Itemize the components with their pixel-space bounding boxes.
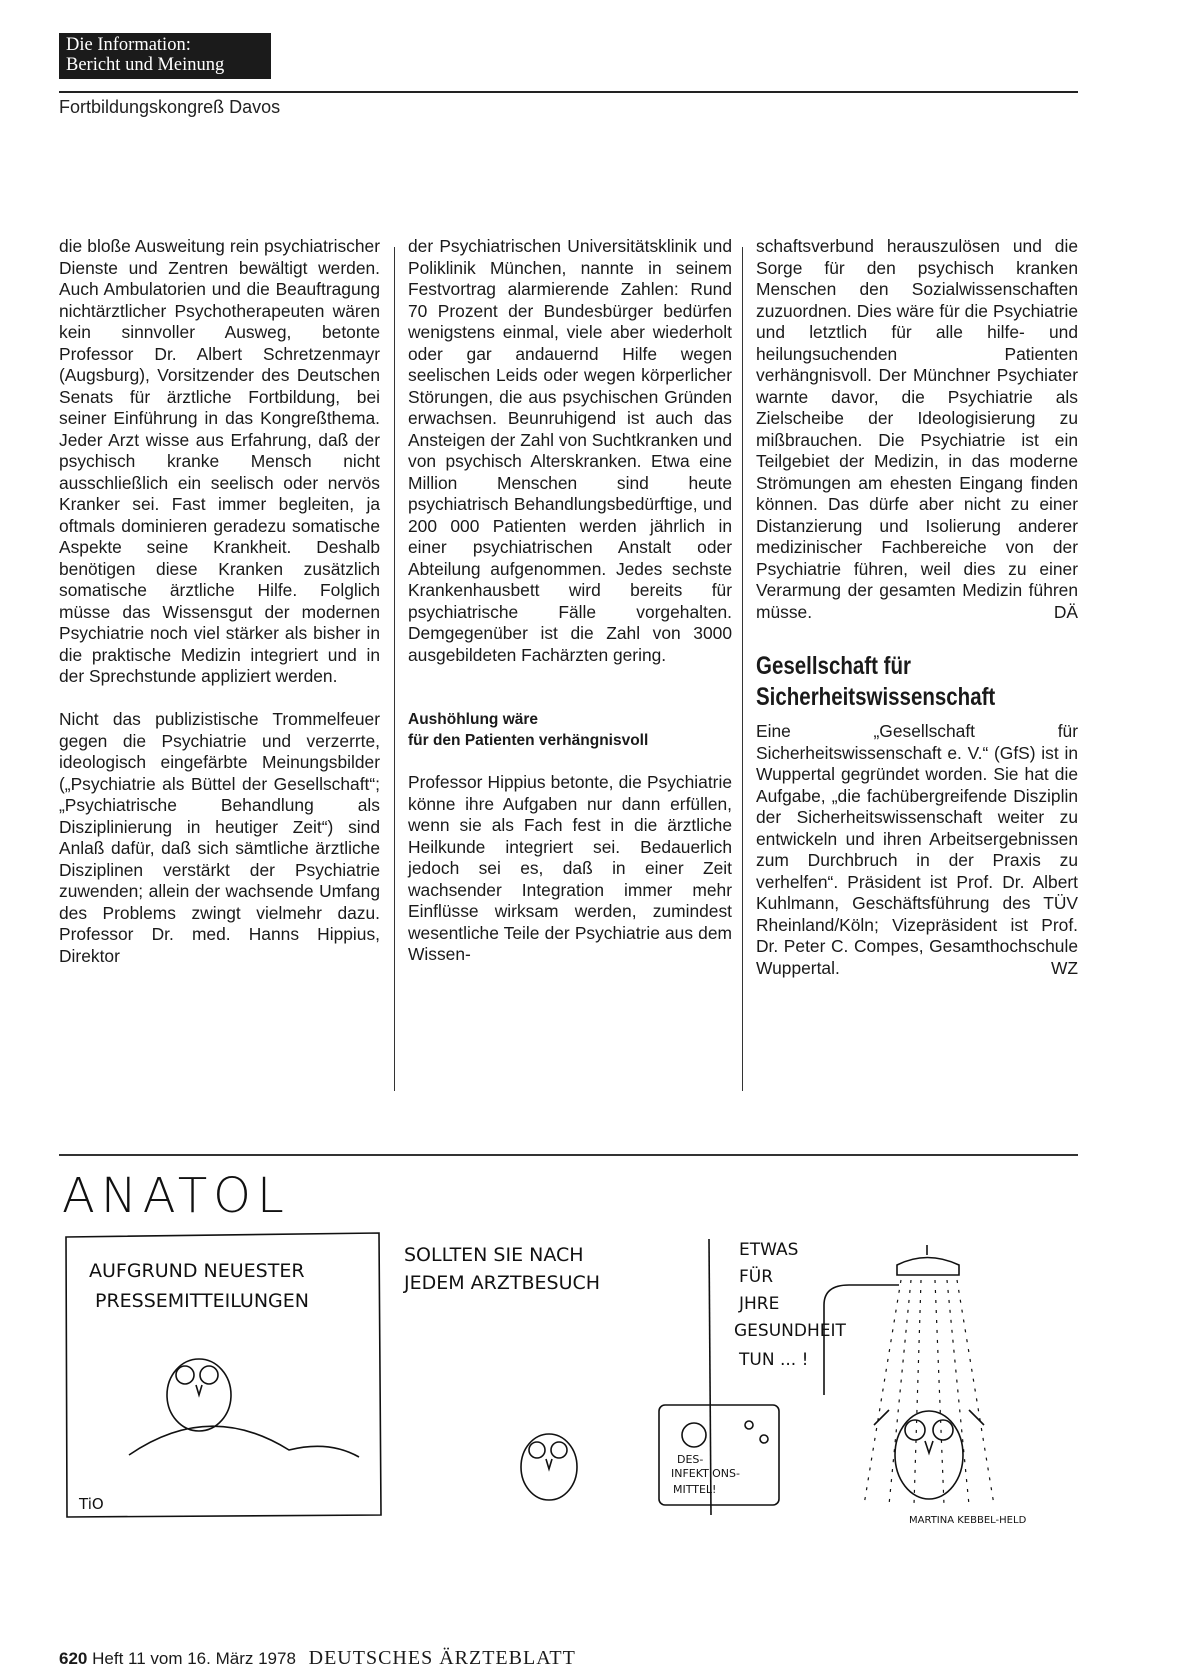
- hill: [129, 1426, 359, 1457]
- column-divider: [394, 247, 395, 1091]
- owl-eye: [529, 1442, 545, 1458]
- device-label: DES-: [677, 1453, 704, 1466]
- shower-head: [897, 1258, 959, 1276]
- paragraph: Nicht das publizistische Trommelfeuer gegen die Psychiatrie und verzerrte, ideologisch eingefärbte Meinungsbilder („Psychiatrie als Büttel der Gesellschaft“; „Psychiatrische Behandlung als Disziplinierung in heutiger Zeit“) sind Anlaß dafür, daß sich sämtliche ärztliche Disziplinen verstärkt der Psychiatrie zuwenden; allein der wachsende Umfang des Problems zwingt vielmehr dazu. Professor Dr. med. Hanns Hippius, Direktor: [59, 709, 380, 966]
- author-signature: WZ: [1050, 957, 1078, 978]
- kicker-line-1: Die Information:: [66, 35, 191, 55]
- owl-eye: [200, 1366, 218, 1384]
- owl-beak: [546, 1459, 552, 1469]
- caption-line: PRESSEMITTEILUNGEN: [95, 1290, 309, 1312]
- article-headline: [756, 651, 1078, 713]
- section-title: Fortbildungskongreß Davos: [59, 97, 281, 117]
- device-label: MITTEL!: [673, 1483, 717, 1496]
- subheading-line-1: Aushöhlung wäre: [408, 711, 539, 728]
- paragraph: [756, 721, 1078, 979]
- caption-line: GESUNDHEIT: [734, 1321, 846, 1341]
- artist-signature: MARTINA KEBBEL-HELD: [909, 1515, 1027, 1525]
- paragraph-text: Eine „Gesellschaft für Sicherheitswissenschaft e. V.“ (GfS) ist in Wuppertal gegründet worden. Sie hat die Aufgabe, „die fachübergreifende Disziplin der Sicherheitswissenschaft weiter zu entwickeln und ihren Arbeitsergebnissen zum Durchbruch in der Praxis zu verhelfen“. Präsident ist Prof. Dr. Albert Kuhlmann, Geschäftsführung des TÜV Rheinland/Köln; Vizepräsident ist Prof. Dr. Peter C. Compes, Gesamthochschule Wuppertal.: [756, 721, 1078, 978]
- owl-eye: [176, 1366, 194, 1384]
- page-footer: [59, 1647, 576, 1670]
- header-rule: [59, 91, 1078, 93]
- device-label: INFEKTIONS-: [671, 1467, 740, 1480]
- owl-eye: [551, 1442, 567, 1458]
- caption-line: JHRE: [739, 1294, 780, 1314]
- subheading: [408, 709, 732, 751]
- paragraph: der Psychiatrischen Universitätsklinik und Poliklinik München, nannte in seinem Festvortrag alarmierende Zahlen: Rund 70 Prozent der Bundesbürger bedürfen wenigstens einmal, viele aber wiederholt oder gar andauernd Hilfe wegen seelischen Leids oder wegen körperlicher Störungen, die aus psychischen Gründen erwachsen. Beunruhigend ist auch das Ansteigen der Zahl von Suchtkranken und von psychisch Alterskranken. Etwa eine Million Menschen sind heute psychiatrisch Behandlungsbedürftige, und 200 000 Patienten werden jährlich in einer psychiatrischen Anstalt oder Abteilung aufgenommen. Jedes sechste Krankenhausbett wird bereits für psychiatrische Fälle vorgehalten. Demgegenüber ist die Zahl von 3000 ausgebildeten Fachärzten gering.: [408, 236, 732, 665]
- device-dial: [682, 1423, 706, 1447]
- caption-line: TUN ... !: [739, 1350, 809, 1370]
- section-kicker: [59, 33, 271, 79]
- shower-water: [864, 1280, 994, 1505]
- owl-beak: [925, 1441, 933, 1453]
- paragraph-text: schaftsverbund herauszulösen und die Sorge für den psychisch kranken Menschen den Sozialwissenschaften zuzuordnen. Dies wäre für die Psychiatrie und letztlich für alle hilfe- und heilungsuchenden Patienten verhängnisvoll. Der Münchner Psychiater warnte davor, die Psychiatrie als Zielscheibe der Ideologisierung zu mißbrauchen. Die Psychiatrie ist ein Teilgebiet der Medizin, in das moderne Strömungen am ehesten Eingang finden können. Das dürfe aber nicht zu einer Distanzierung und Isolierung anderer medizinischer Fachbereiche von der Psychiatrie führen, weil dies zu einer Verarmung der gesamten Medizin führen müsse.: [756, 236, 1078, 622]
- paragraph: [756, 236, 1078, 623]
- article-column-1: [59, 236, 380, 967]
- paragraph: die bloße Ausweitung rein psychiatrischer Dienste und Zentren bewältigt werden. Auch Ambulatorien und die Beauftragung nichtärztlicher Psychotherapeuten wären kein sinnvoller Ausweg, betonte Professor Dr. Albert Schretzenmayr (Augsburg), Vorsitzender des Deutschen Senats für ärztliche Fortbildung, bei seiner Einführung in das Kongreßthema. Jeder Arzt wisse aus Erfahrung, daß der psychisch kranke Mensch nicht ausschließlich ein seelisch oder nervös Kranker sei. Fast immer begleiten, ja oftmals dominieren geradezu somatische Aspekte seine Krankheit. Deshalb benötigen diese Kranken zusätzlich somatische ärztliche Hilfe. Folglich müsse das Wissensgut der modernen Psychiatrie noch viel stärker als bisher in die praktische Medizin integriert und in der Sprechstunde appliziert werden.: [59, 236, 380, 686]
- headline-line-1: Gesellschaft für: [756, 652, 911, 680]
- caption-line: JEDEM ARZTBESUCH: [404, 1272, 601, 1294]
- caption-line: SOLLTEN SIE NACH: [404, 1244, 584, 1266]
- owl-beak: [196, 1385, 202, 1395]
- caption-line: AUFGRUND NEUESTER: [89, 1260, 305, 1282]
- cartoon-signature: TiO: [79, 1495, 104, 1513]
- column-divider: [742, 247, 743, 1091]
- caption-line: ETWAS: [739, 1240, 799, 1260]
- page-number: 620: [59, 1649, 88, 1668]
- magazine-name: DEUTSCHES ÄRZTEBLATT: [308, 1647, 576, 1669]
- subheading-line-2: für den Patienten verhängnisvoll: [408, 732, 649, 749]
- article-column-2: [408, 236, 732, 966]
- cartoon-strip: [59, 1225, 1078, 1525]
- article-column-3: [756, 236, 1078, 979]
- caption-line: FÜR: [739, 1267, 774, 1287]
- author-signature: DÄ: [1053, 601, 1078, 622]
- cartoon-title: ANATOL: [62, 1168, 290, 1224]
- kicker-line-2: Bericht und Meinung: [66, 55, 225, 75]
- owl-eye: [933, 1420, 953, 1440]
- headline-line-2: Sicherheitswissenschaft: [756, 683, 996, 711]
- owl-eye: [905, 1420, 925, 1440]
- issue-info: Heft 11 vom 16. März 1978: [92, 1649, 296, 1668]
- paragraph: Professor Hippius betonte, die Psychiatrie könne ihre Aufgaben nur dann erfüllen, wenn sie als Fach fest in die ärztliche Heilkunde integriert sei. Bedauerlich jedoch sei es, daß in einer Zeit wachsender Integration immer mehr Einflüsse wirksam werden, zumindest wesentliche Teile der Psychiatrie aus dem Wissen-: [408, 772, 732, 964]
- cartoon-rule: [59, 1154, 1078, 1156]
